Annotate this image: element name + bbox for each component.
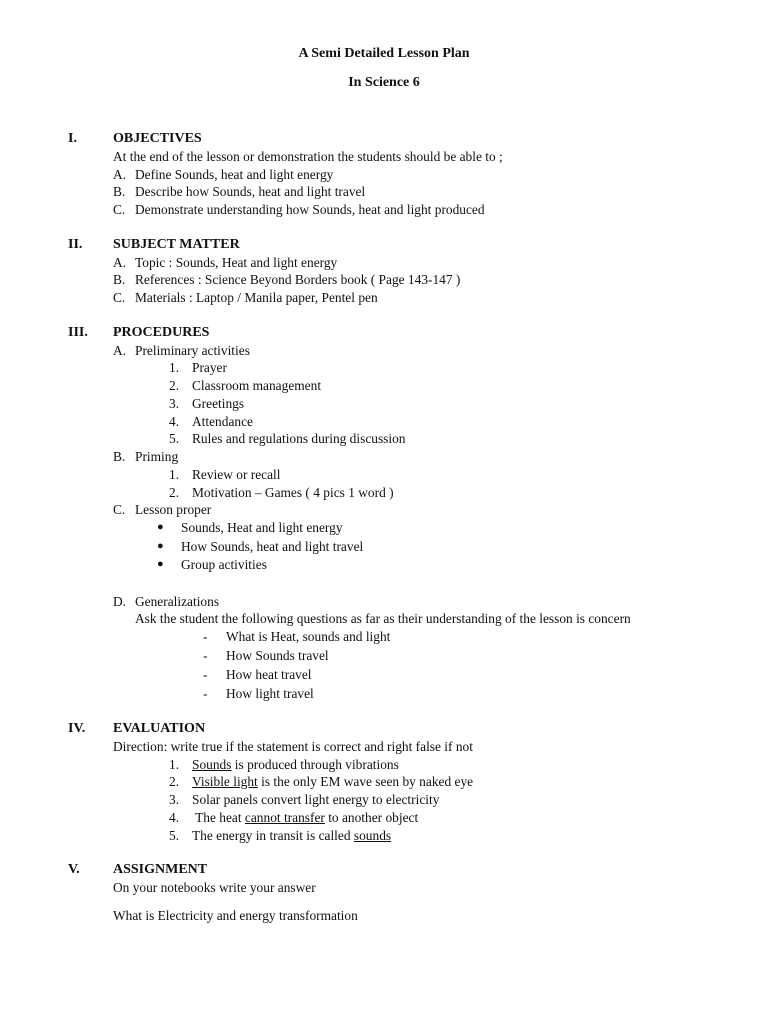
section-heading-objectives: OBJECTIVES — [113, 131, 202, 146]
section-heading-assignment: ASSIGNMENT — [113, 862, 208, 877]
bullet-icon: ● — [157, 540, 164, 552]
list-marker: 5. — [169, 431, 180, 446]
list-marker: A. — [113, 255, 127, 270]
list-item: Sounds, Heat and light energy — [181, 520, 343, 535]
list-item: Demonstrate understanding how Sounds, heat and light produced — [135, 202, 485, 217]
evaluation-item: The energy in transit is called sounds — [192, 828, 392, 843]
evaluation-item: The heat cannot transfer to another object — [192, 810, 419, 825]
generalizations-intro: Ask the student the following questions as far as their understanding of the lesson is concern — [135, 611, 631, 626]
list-item: Define Sounds, heat and light energy — [135, 167, 334, 182]
list-item: How light travel — [226, 686, 314, 701]
list-item: References : Science Beyond Borders book ( Page 143-147 ) — [135, 272, 461, 287]
objectives-intro: At the end of the lesson or demonstration the students should be able to ; — [113, 149, 503, 164]
section-heading-procedures: PROCEDURES — [113, 325, 210, 340]
section-heading-evaluation: EVALUATION — [113, 721, 206, 736]
list-item: How Sounds travel — [226, 648, 329, 663]
bullet-icon: ● — [157, 521, 164, 533]
evaluation-direction: Direction: write true if the statement is correct and right false if not — [113, 739, 473, 754]
list-marker: 2. — [169, 485, 180, 500]
list-marker: 1. — [169, 757, 180, 772]
assignment-question: What is Electricity and energy transformation — [113, 908, 358, 923]
page-title: A Semi Detailed Lesson Plan — [298, 46, 470, 61]
list-item: Topic : Sounds, Heat and light energy — [135, 255, 338, 270]
subsection-label: Generalizations — [135, 594, 220, 609]
list-item: Attendance — [192, 414, 253, 429]
evaluation-item: Solar panels convert light energy to electricity — [192, 792, 440, 807]
list-marker: A. — [113, 343, 127, 358]
list-item: Motivation – Games ( 4 pics 1 word ) — [192, 485, 394, 500]
evaluation-item: Sounds is produced through vibrations — [192, 757, 399, 772]
list-item: What is Heat, sounds and light — [226, 629, 391, 644]
section-heading-subject-matter: SUBJECT MATTER — [113, 237, 240, 252]
list-item: Group activities — [181, 557, 267, 572]
list-marker: 2. — [169, 378, 180, 393]
list-item: How Sounds, heat and light travel — [181, 539, 364, 554]
assignment-line: On your notebooks write your answer — [113, 880, 316, 895]
list-item: Classroom management — [192, 378, 322, 393]
section-numeral: V. — [68, 862, 80, 877]
list-marker: B. — [113, 272, 126, 287]
dash-marker: - — [203, 648, 208, 663]
list-item: Materials : Laptop / Manila paper, Pentel pen — [135, 290, 378, 305]
section-numeral: III. — [68, 325, 88, 340]
list-item: How heat travel — [226, 667, 312, 682]
subsection-label: Preliminary activities — [135, 343, 250, 358]
list-item: Rules and regulations during discussion — [192, 431, 406, 446]
section-numeral: IV. — [68, 721, 86, 736]
list-item: Describe how Sounds, heat and light travel — [135, 184, 366, 199]
list-item: Review or recall — [192, 467, 281, 482]
list-item: Prayer — [192, 360, 227, 375]
list-item: Greetings — [192, 396, 245, 411]
list-marker: 1. — [169, 360, 180, 375]
bullet-icon: ● — [157, 558, 164, 570]
subsection-label: Priming — [135, 449, 179, 464]
list-marker: D. — [113, 594, 127, 609]
list-marker: 5. — [169, 828, 180, 843]
list-marker: 3. — [169, 396, 180, 411]
evaluation-item: Visible light is the only EM wave seen by naked eye — [192, 774, 474, 789]
list-marker: A. — [113, 167, 127, 182]
dash-marker: - — [203, 686, 208, 701]
list-marker: 4. — [169, 414, 180, 429]
list-marker: 1. — [169, 467, 180, 482]
list-marker: C. — [113, 502, 126, 517]
dash-marker: - — [203, 667, 208, 682]
subsection-label: Lesson proper — [135, 502, 212, 517]
list-marker: 2. — [169, 774, 180, 789]
dash-marker: - — [203, 629, 208, 644]
list-marker: 3. — [169, 792, 180, 807]
list-marker: 4. — [169, 810, 180, 825]
page-subtitle: In Science 6 — [348, 75, 420, 90]
list-marker: C. — [113, 290, 126, 305]
section-numeral: I. — [68, 131, 77, 146]
list-marker: B. — [113, 449, 126, 464]
list-marker: C. — [113, 202, 126, 217]
list-marker: B. — [113, 184, 126, 199]
section-numeral: II. — [68, 237, 83, 252]
